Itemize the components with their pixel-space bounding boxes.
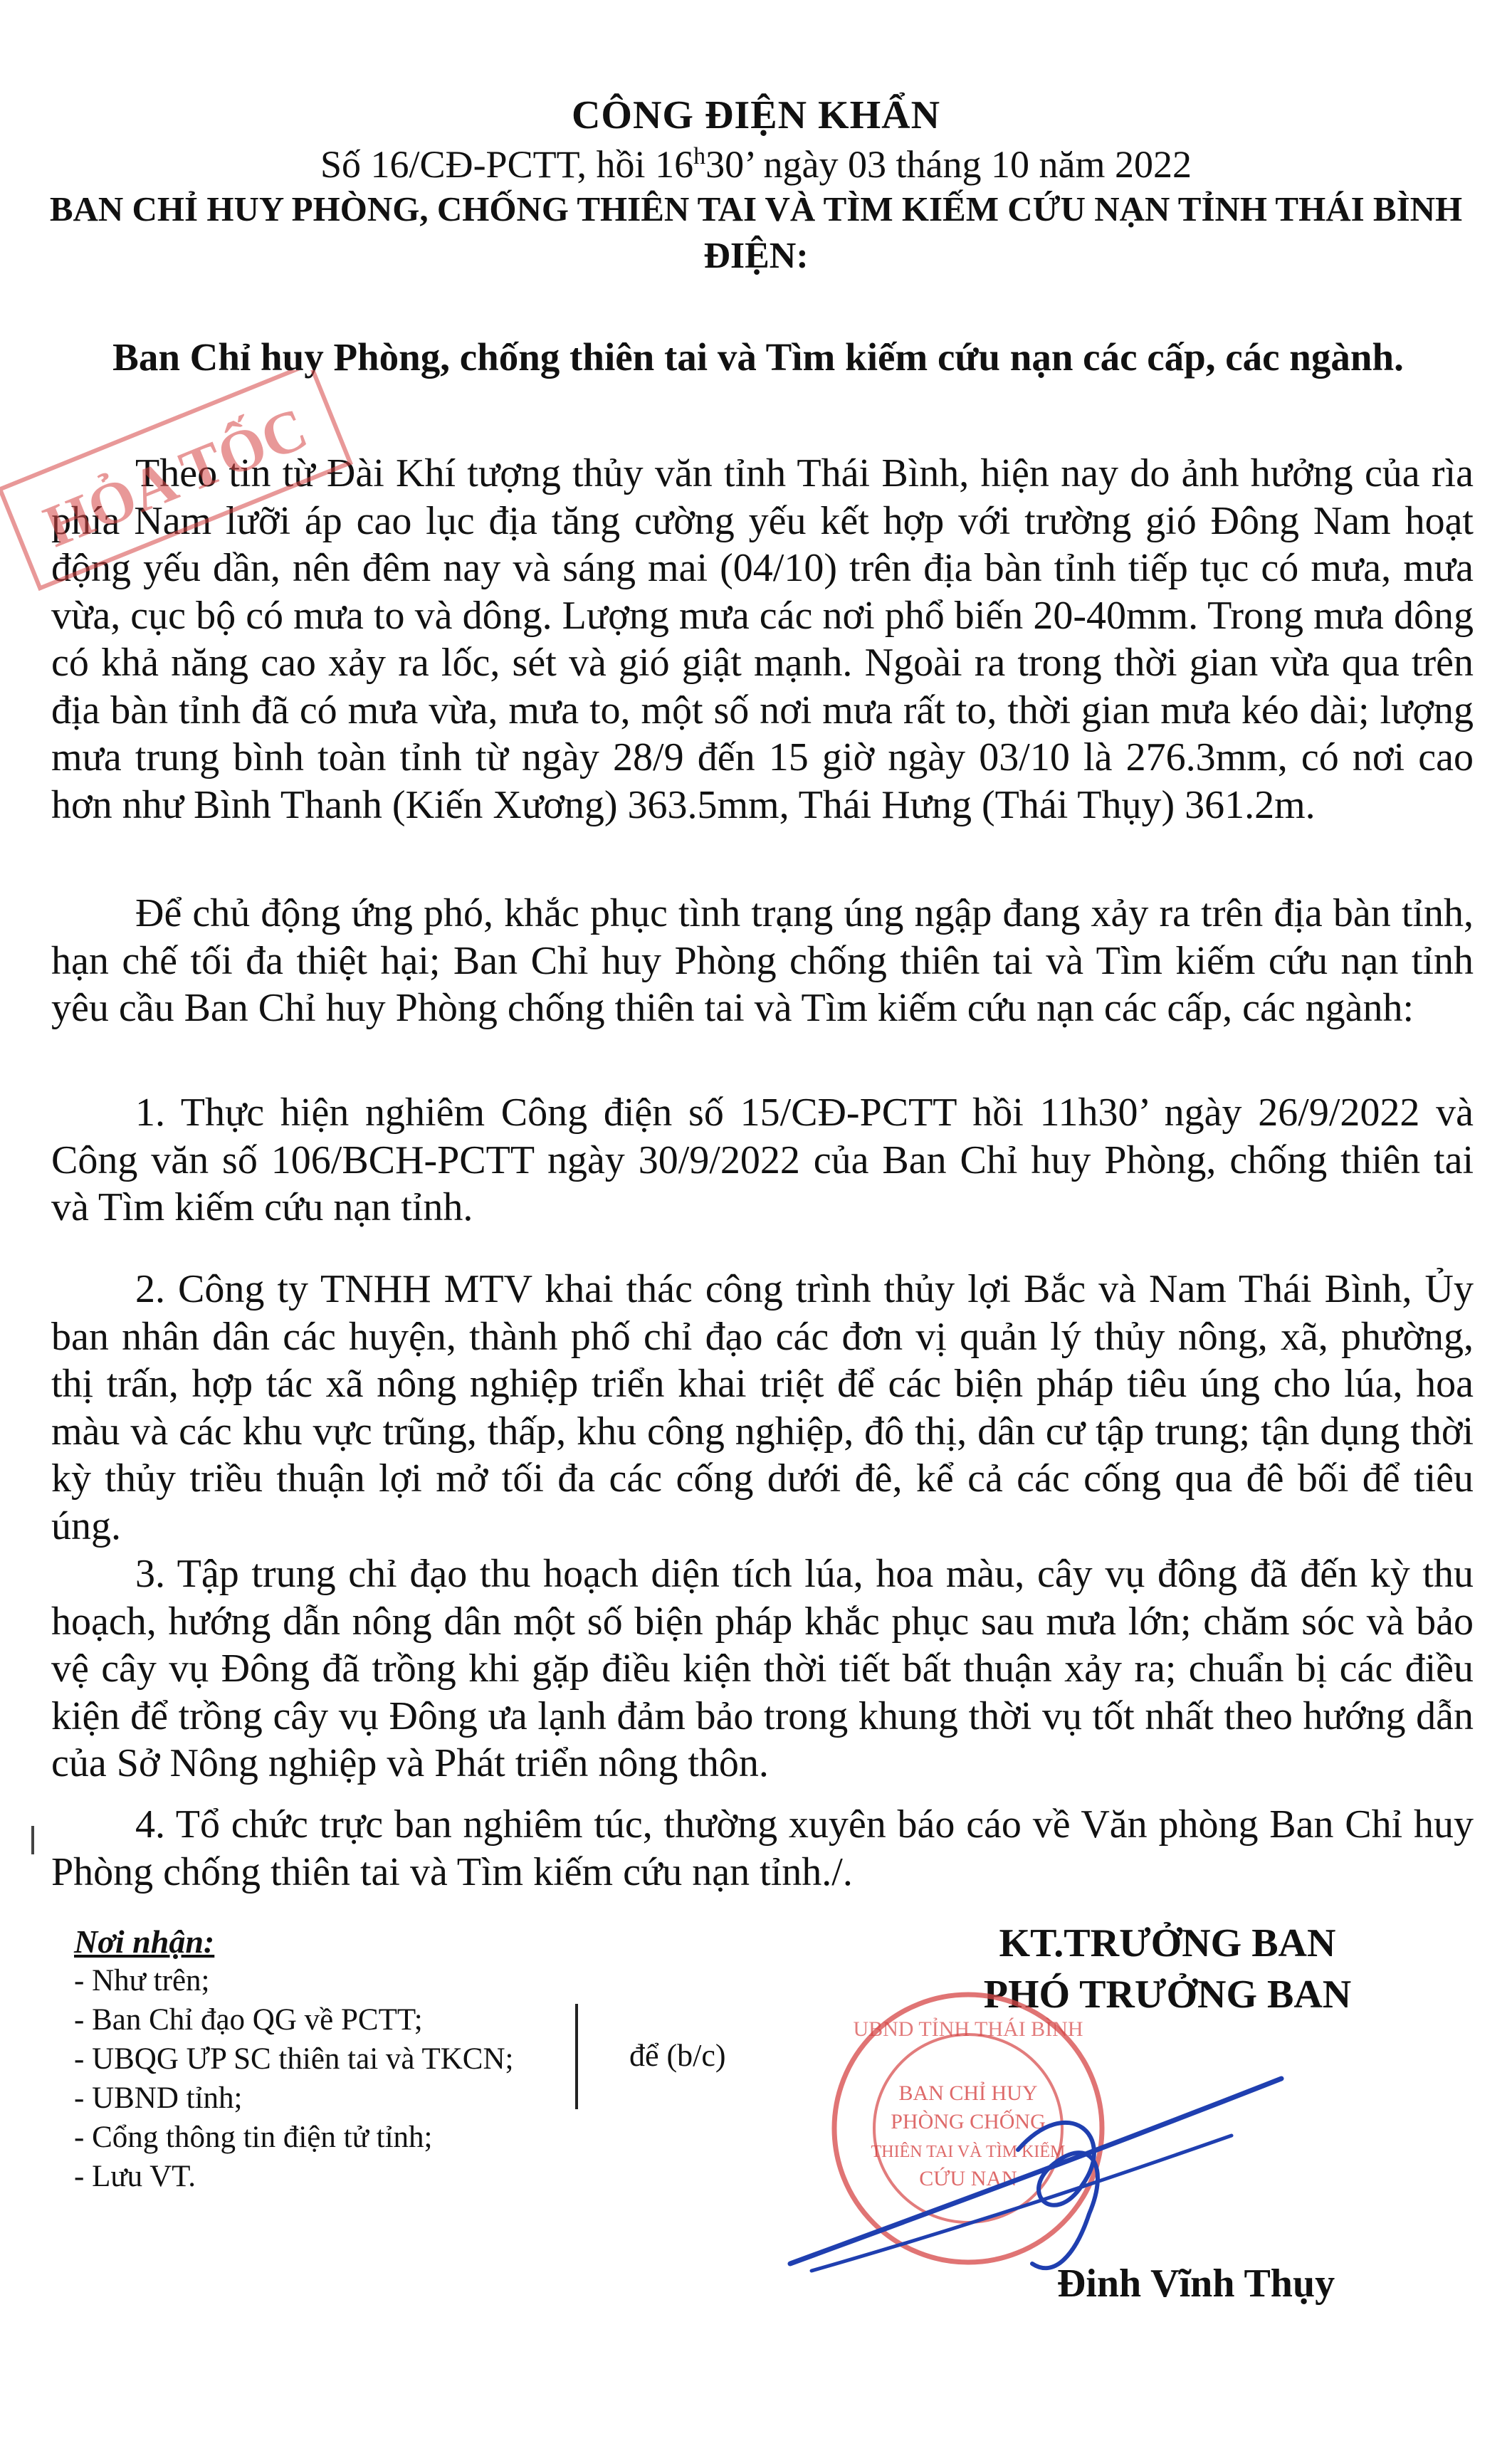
paragraph-item-3: 3. Tập trung chỉ đạo thu hoạch diện tích lúa, hoa màu, cây vụ đông đã đến kỳ thu hoạch, hướng dẫn nông dân một số biện pháp khắc phục sau mưa lớn; chăm sóc và bảo vệ cây vụ Đông đã trồng khi gặp điều kiện thời tiết bất thuận xảy ra; chuẩn bị các điều kiện để trồng cây vụ Đông ưa lạnh đảm bảo trong khung thời vụ tốt nhất theo hướng dẫn của Sở Nông nghiệp và Phát triển nông thôn. (51, 1552, 1474, 1785)
paragraph-weather-info: Theo tin từ Đài Khí tượng thủy văn tỉnh Thái Bình, hiện nay do ảnh hưởng của rìa phía Nam lưỡi áp cao lục địa tăng cường yếu kết hợp với trường gió Đông Nam hoạt động yếu dần, nên đêm nay và sáng mai (04/10) trên địa bàn tỉnh tiếp tục có mưa, mưa vừa, cục bộ có mưa to và dông. Lượng mưa các nơi phổ biến 20-40mm. Trong mưa dông có khả năng cao xảy ra lốc, sét và gió giật mạnh. Ngoài ra trong thời gian vừa qua trên địa bàn tỉnh đã có mưa vừa, mưa to, một số nơi mưa rất to, thời gian mưa kéo dài; lượng mưa trung bình toàn tỉnh từ ngày 28/9 đến 15 giờ ngày 03/10 là 276.3mm, có nơi cao hơn như Bình Thanh (Kiến Xương) 363.5mm, Thái Hưng (Thái Thụy) 361.2m. (51, 451, 1474, 827)
dien-label: ĐIỆN: (703, 236, 809, 276)
addressee: Ban Chỉ huy Phòng, chống thiên tai và Tìm kiếm cứu nạn các cấp, các ngành. (112, 335, 1404, 379)
recipients-list (74, 1922, 513, 2196)
recipient-item: - Ban Chỉ đạo QG về PCTT; (74, 2003, 423, 2037)
document-number: Số 16/CĐ-PCTT, hồi 16$^h$30’ ngày 03 tháng 10 năm 2022 (320, 143, 1192, 186)
signer-title-1: KT.TRƯỞNG BAN (999, 1921, 1336, 1965)
recipient-item: - Như trên; (74, 1964, 210, 1997)
seal-line: BAN CHỈ HUY (898, 2081, 1038, 2105)
paragraph-item-4: 4. Tổ chức trực ban nghiêm túc, thường xuyên báo cáo về Văn phòng Ban Chỉ huy Phòng chống thiên tai và Tìm kiếm cứu nạn tỉnh./. (51, 1802, 1474, 1894)
paragraph-item-2: 2. Công ty TNHH MTV khai thác công trình thủy lợi Bắc và Nam Thái Bình, Ủy ban nhân dân các huyện, thành phố chỉ đạo các đơn vị quản lý thủy nông, xã, phường, thị trấn, hợp tác xã nông nghiệp triển khai triệt để các biện pháp tiêu úng cho lúa, hoa màu và các khu vực trũng, thấp, khu công nghiệp, đô thị, dân cư tập trung; tận dụng thời kỳ thủy triều thuận lợi mở tối đa các cống dưới đê, kể cả các cống qua đê bối để tiêu úng. (51, 1267, 1474, 1548)
margin-mark (31, 1826, 34, 1854)
recipient-item: - Cổng thông tin điện tử tỉnh; (74, 2121, 433, 2154)
signer-name: Đinh Vĩnh Thụy (1056, 2262, 1335, 2306)
signer-title-2: PHÓ TRƯỞNG BAN (983, 1973, 1352, 2017)
recipients-heading: Nơi nhận: (74, 1923, 215, 1960)
issuing-authority: BAN CHỈ HUY PHÒNG, CHỐNG THIÊN TAI VÀ TÌM KIẾM CỨU NẠN TỈNH THÁI BÌNH (49, 189, 1463, 229)
document-title: CÔNG ĐIỆN KHẨN (571, 93, 941, 137)
recipient-item: - UBQG ƯP SC thiên tai và TKCN; (74, 2042, 514, 2076)
urgent-stamp-icon (0, 370, 370, 612)
recipients-brace (575, 2004, 578, 2109)
seal-ring-text: UBND TỈNH THÁI BÌNH (853, 2017, 1083, 2041)
paragraph-item-1: 1. Thực hiện nghiêm Công điện số 15/CĐ-PCTT hồi 11h30’ ngày 26/9/2022 và Công văn số 106/BCH-PCTT ngày 30/9/2022 của Ban Chỉ huy Phòng, chống thiên tai và Tìm kiếm cứu nạn tỉnh. (51, 1091, 1474, 1229)
seal-line: PHÒNG CHỐNG (891, 2110, 1046, 2133)
cc-note: để (b/c) (629, 2038, 726, 2073)
recipient-item: - UBND tỉnh; (74, 2081, 243, 2115)
seal-line: CỨU NẠN (919, 2167, 1017, 2190)
urgent-stamp-text: HỎA TỐC (35, 395, 317, 560)
paragraph-request: Để chủ động ứng phó, khắc phục tình trạng úng ngập đang xảy ra trên địa bàn tỉnh, hạn chế tối đa thiệt hại; Ban Chỉ huy Phòng chống thiên tai và Tìm kiếm cứu nạn tỉnh yêu cầu Ban Chỉ huy Phòng chống thiên tai và Tìm kiếm cứu nạn các cấp, các ngành: (51, 891, 1474, 1030)
recipient-item: - Lưu VT. (74, 2160, 196, 2193)
seal-line: THIÊN TAI VÀ TÌM KIẾM (871, 2143, 1066, 2161)
